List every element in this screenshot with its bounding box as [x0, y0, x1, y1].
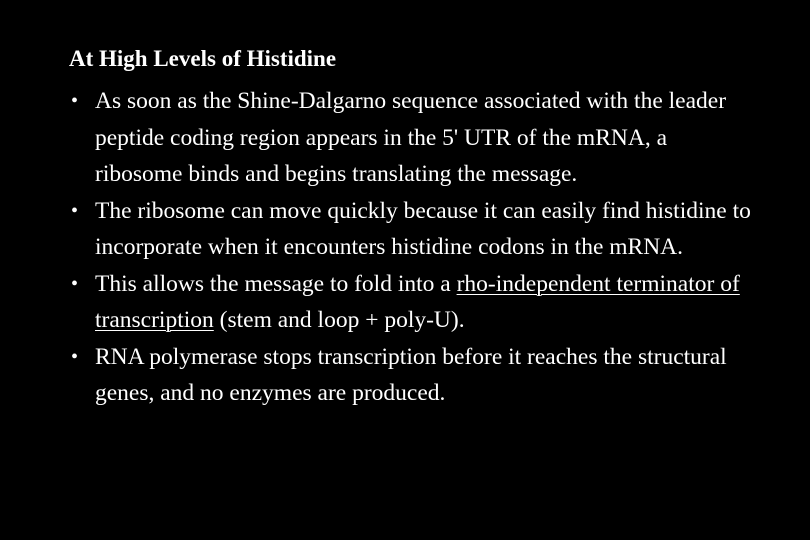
bullet-icon: •	[71, 345, 79, 368]
bullet-item-4	[69, 339, 759, 412]
underlined-term: rho-independent terminator of transcription	[95, 270, 740, 333]
slide-title: At High Levels of Histidine	[69, 46, 337, 71]
bullet-text-before: This allows the message to fold into a	[95, 270, 457, 297]
bullet-list	[69, 83, 759, 412]
bullet-text: As soon as the Shine-Dalgarno sequence associated with the leader peptide coding region appears in the 5' UTR of the mRNA, a ribosome binds and begins translating the message.	[95, 88, 727, 187]
bullet-text: RNA polymerase stops transcription before it reaches the structural genes, and no enzymes are produced.	[95, 343, 727, 406]
bullet-item-1	[69, 83, 759, 193]
bullet-icon: •	[71, 90, 79, 112]
bullet-icon: •	[71, 272, 79, 295]
bullet-text-after: (stem and loop + poly-U).	[213, 307, 465, 333]
bullet-item-2	[69, 193, 759, 266]
bullet-text: The ribosome can move quickly because it can easily find histidine to incorporate when it encounters histidine codons in the mRNA.	[95, 197, 751, 260]
bullet-icon: •	[71, 199, 79, 222]
bullet-item-3	[69, 266, 759, 339]
